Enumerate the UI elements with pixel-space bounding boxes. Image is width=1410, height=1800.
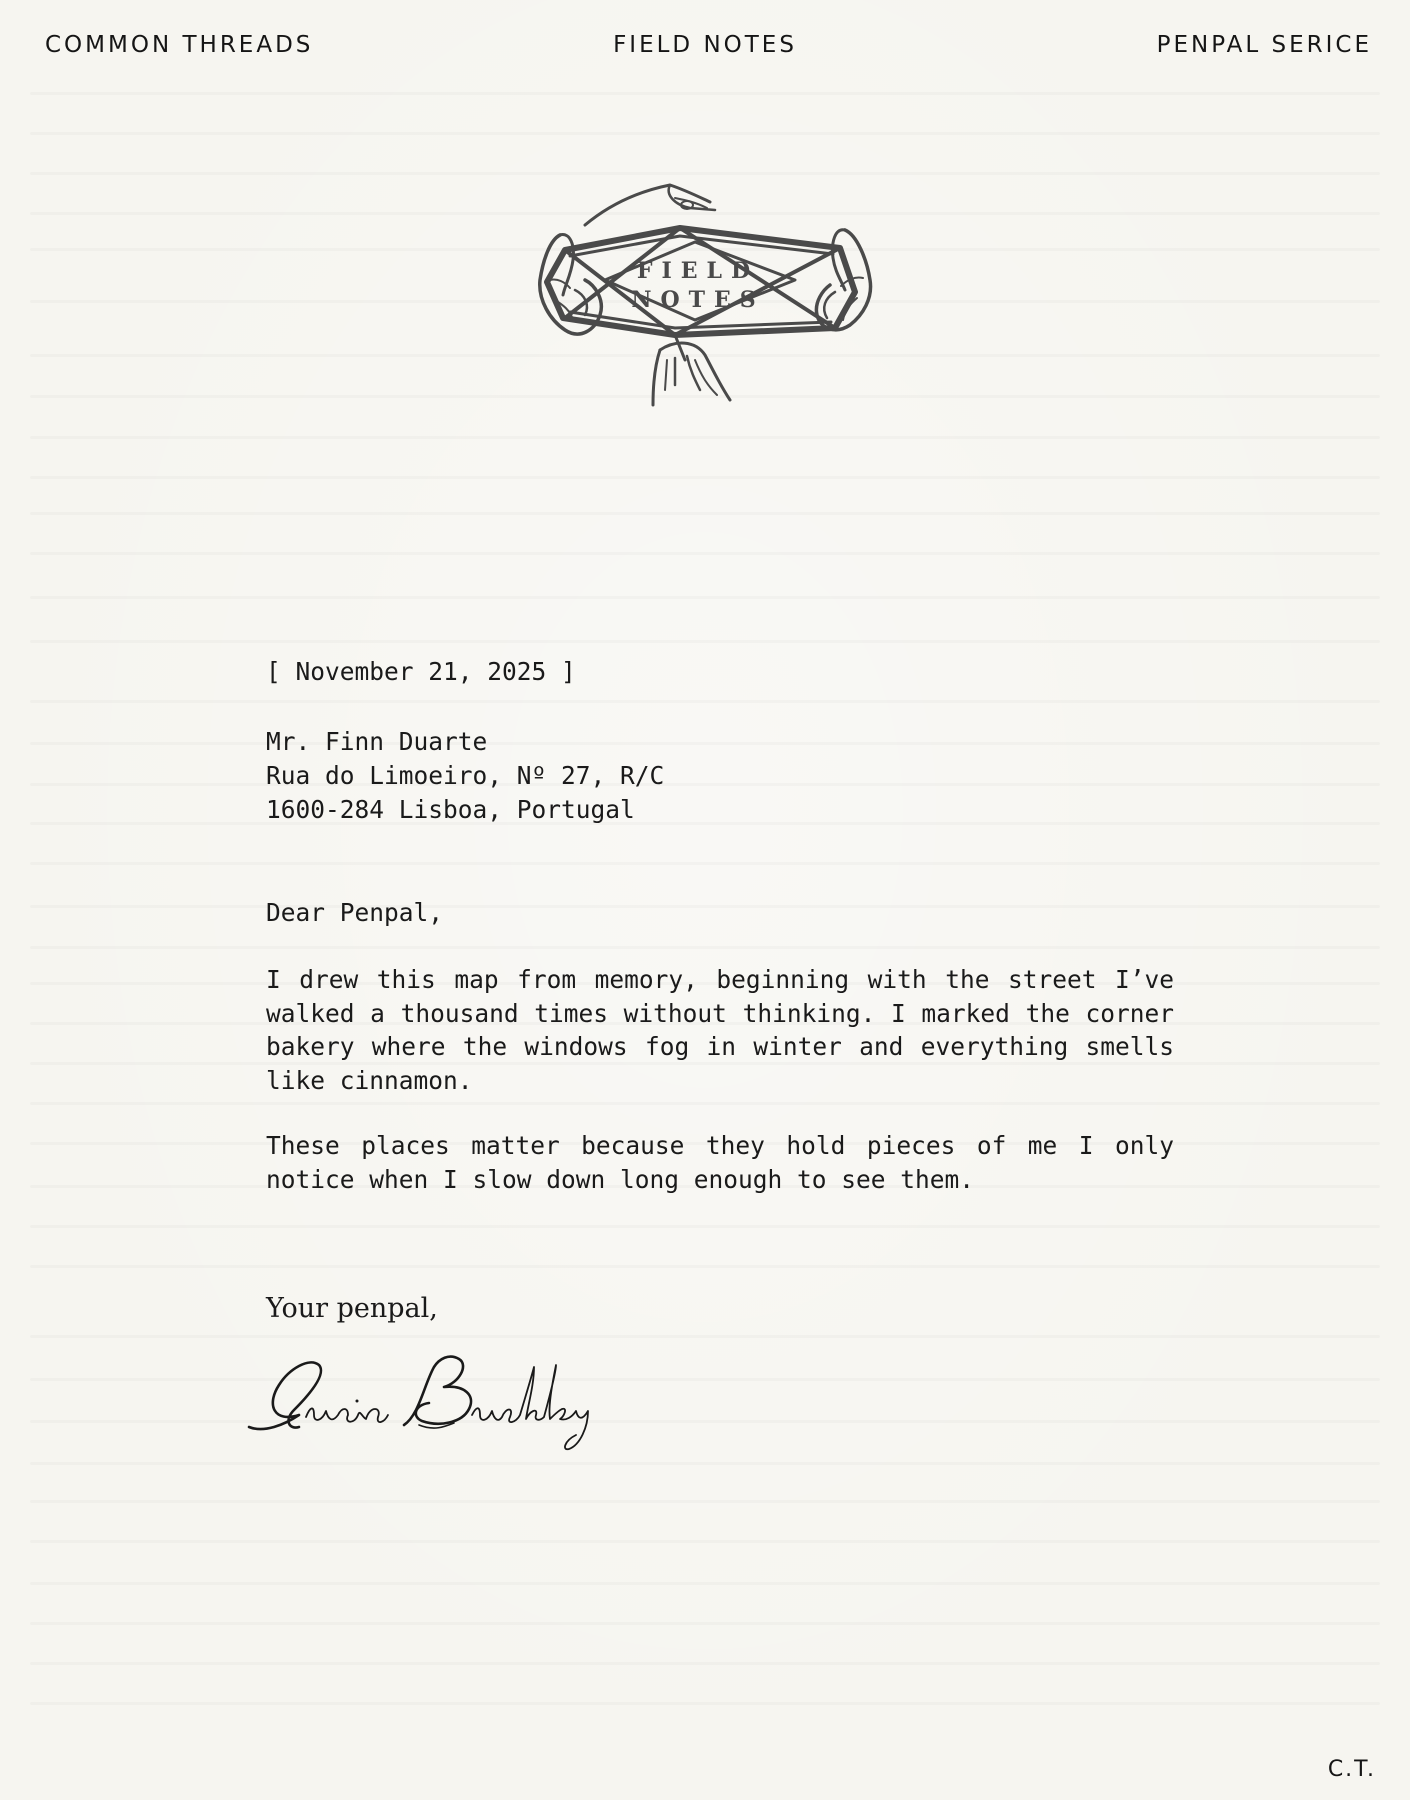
- salutation: Dear Penpal,: [266, 898, 444, 927]
- header-title: FIELD NOTES: [613, 32, 797, 58]
- address-line: 1600-284 Lisboa, Portugal: [266, 795, 635, 824]
- letter-date: [ November 21, 2025 ]: [266, 657, 576, 686]
- logo-text-field: FIELD: [636, 258, 760, 284]
- body-paragraph: These places matter because they hold pieces of me I only notice when I slow down long enough to see them.: [266, 1131, 1174, 1194]
- logo-text-notes: NOTES: [631, 287, 765, 313]
- footer-initials: C.T.: [1327, 1757, 1376, 1782]
- address-line: Mr. Finn Duarte: [266, 727, 488, 756]
- address-line: Rua do Limoeiro, Nº 27, R/C: [266, 761, 665, 790]
- body-paragraph: I drew this map from memory, beginning with the street I’ve walked a thousand times without thinking. I marked the corner bakery where the windows fog in winter and everything smells like cinnamon.: [266, 965, 1174, 1095]
- closing: Your penpal,: [266, 1293, 438, 1324]
- header-service: PENPAL SERICE: [1156, 32, 1372, 58]
- cats-cradle-hands-logo: [535, 180, 875, 430]
- recipient-address: [266, 725, 1176, 827]
- signature: [244, 1345, 624, 1455]
- header-brand: COMMON THREADS: [45, 32, 314, 58]
